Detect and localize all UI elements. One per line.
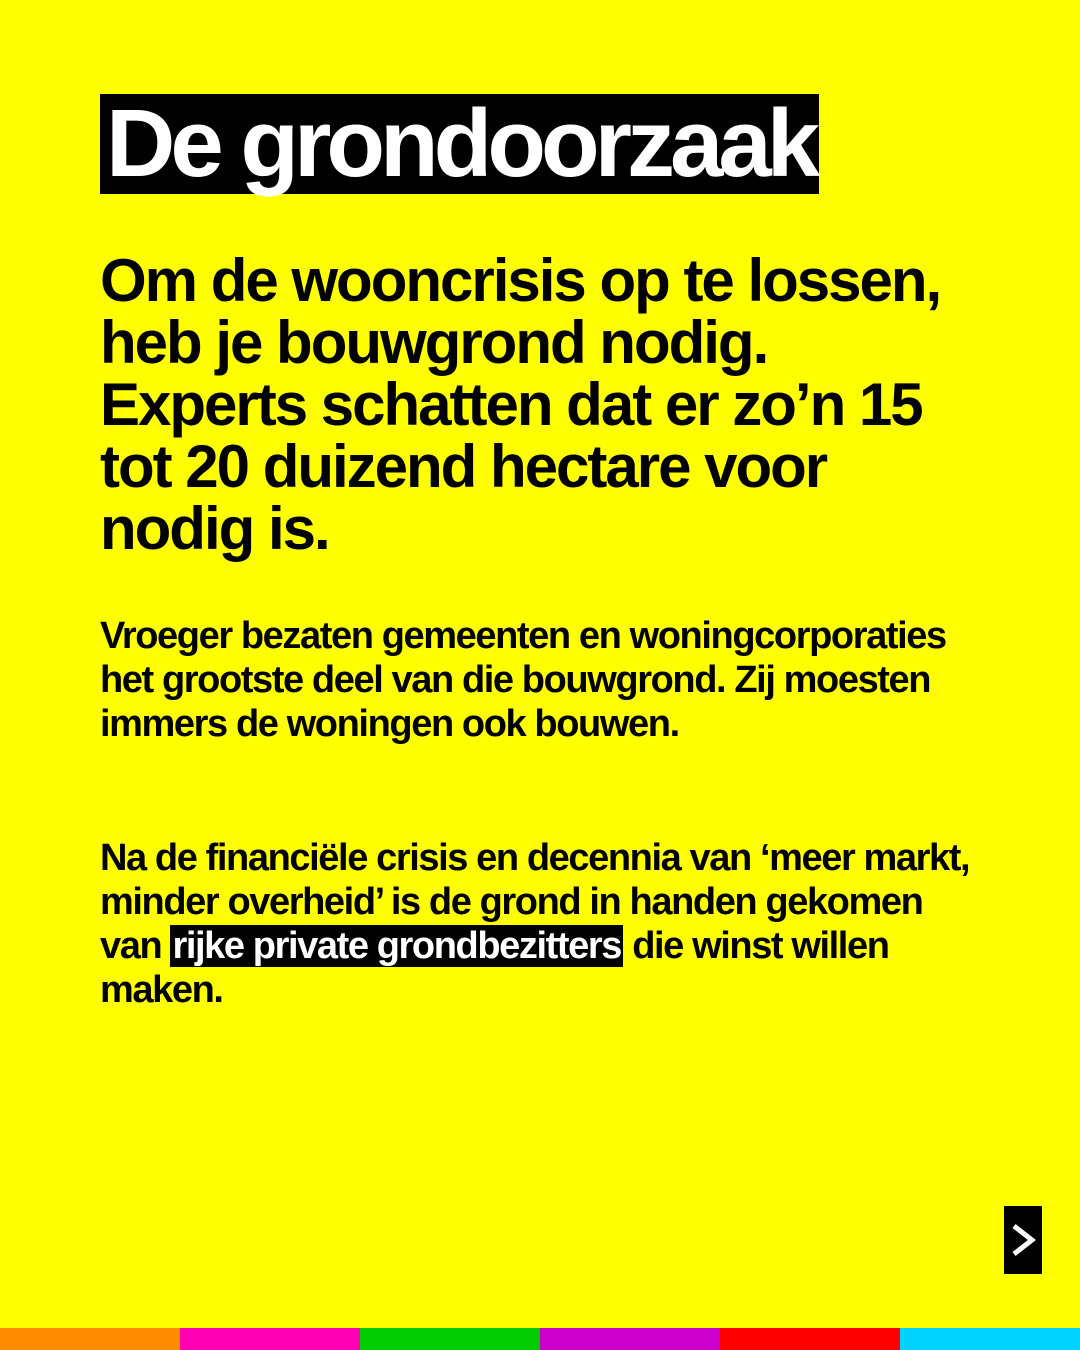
chevron-right-icon: [1010, 1222, 1036, 1258]
lead-text: Om de wooncrisis op te lossen, heb je bouwgrond nodig. Experts schatten dat er zo’n 15 tot 20 duizend hectare voor nodig is.: [100, 247, 941, 562]
color-stripe-4: [540, 1328, 720, 1350]
color-stripe-6: [900, 1328, 1080, 1350]
color-stripes: [0, 1328, 1080, 1350]
paragraph-1: Vroeger bezaten gemeenten en woningcorporaties het grootste deel van die bouwgrond. Zij moesten immers de woningen ook bouwen.: [100, 615, 946, 745]
paragraph-2: [100, 836, 980, 1012]
color-stripe-5: [720, 1328, 900, 1350]
color-stripe-2: [180, 1328, 360, 1350]
highlight-text: rijke private grondbezitters: [172, 925, 622, 967]
next-slide-button[interactable]: [1004, 1206, 1042, 1274]
color-stripe-1: [0, 1328, 180, 1350]
paragraph-2-after: die winst willen maken.: [100, 925, 889, 1011]
paragraph-2-before: Na de financiële crisis en decennia van ‘meer markt, minder overheid’ is de grond in handen gekomen van: [100, 837, 970, 967]
title-block: [100, 90, 819, 197]
page-title: De grondoorzaak: [100, 94, 819, 194]
color-stripe-3: [360, 1328, 540, 1350]
